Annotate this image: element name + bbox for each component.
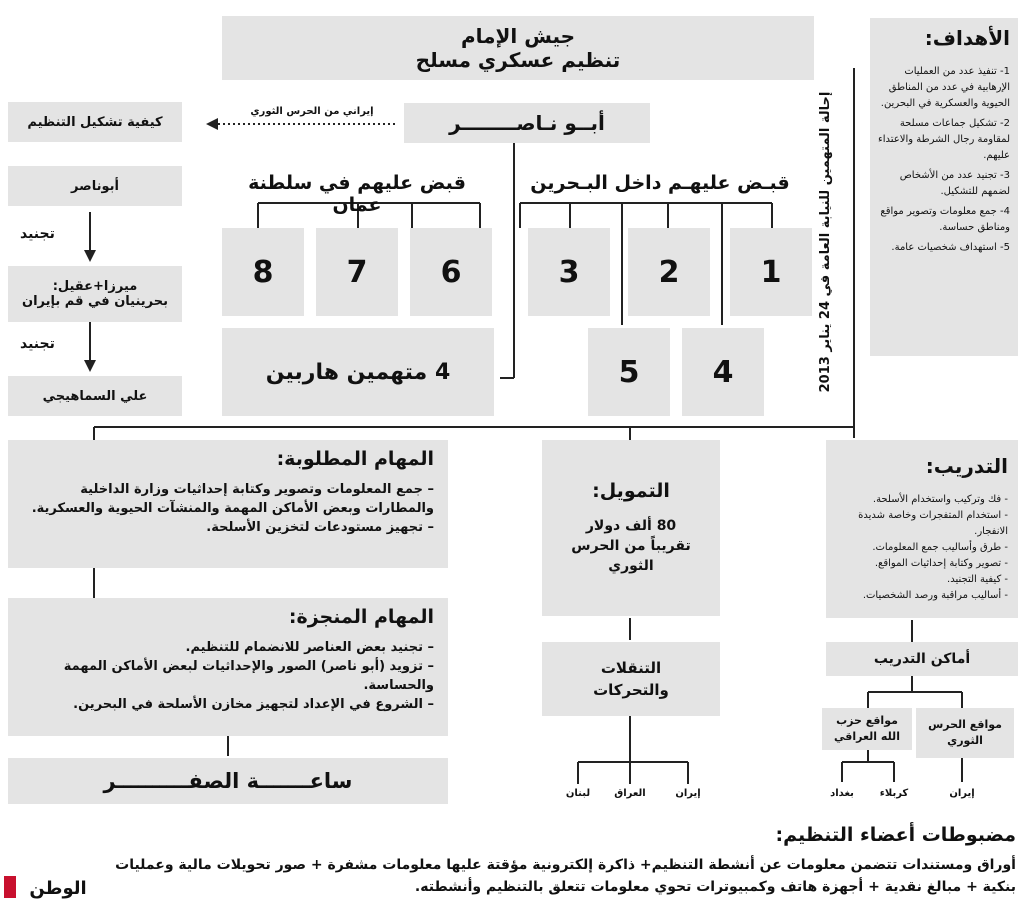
training-item: - طرق وأساليب جمع المعلومات. — [872, 542, 1008, 553]
funding-box — [542, 440, 720, 616]
training-site-hezbollah-iraq — [822, 708, 912, 750]
required-tasks-title: المهام المطلوبة: — [276, 448, 434, 470]
training-site-text: مواقع حزب الله العراقي — [834, 714, 900, 743]
goals-title: الأهداف: — [924, 26, 1010, 50]
fugitives-text: 4 متهمين هاربين — [265, 359, 451, 385]
goal-item: 4- جمع معلومات وتصوير مواقع ومناطق حساسة. — [880, 206, 1010, 233]
completed-tasks-title: المهام المنجزة: — [288, 606, 434, 628]
training-item: - كيفية التجنيد. — [947, 574, 1008, 585]
funding-title: التمويل: — [592, 480, 670, 502]
member-number: 4 — [712, 354, 734, 390]
seized-text: أوراق ومستندات تتضمن معلومات عن أنشطة التنظيم+ ذاكرة إلكترونية مؤقتة عليها معلومات مشفرة + صور تحويلات مالية وعمليات بنكية + مبالغ نقدية + أجهزة هاتف وكمبيوترات تحوي معلومات تتعلق بالتنظيم وأنشطته. — [115, 857, 1016, 895]
training-item: - أساليب مراقبة ورصد الشخصيات. — [862, 590, 1008, 601]
formation-step-text: علي السماهيجي — [42, 388, 148, 404]
movements-title: التنقلات والتحركات — [593, 659, 669, 699]
completed-task-item: – تجنيد بعض العناصر للانضمام للتنظيم. — [185, 640, 434, 655]
arrested-oman-label: قبض عليهم في سلطنة عمان — [248, 172, 466, 216]
formation-step-samahiji — [8, 376, 182, 416]
formation-step-text: بحرينيان في قم بإيران — [21, 294, 169, 309]
movement-place-iraq: العراق — [614, 788, 646, 799]
logo-red-mark — [4, 876, 16, 898]
training-location-iran: إيران — [949, 788, 975, 799]
title-line1: جيش الإمام — [460, 24, 576, 48]
goal-item: 2- تشكيل جماعات مسلحة لمقاومة رجال الشرطة والاعتداء عليهم. — [878, 118, 1010, 161]
training-places-title: أماكن التدريب — [873, 651, 971, 667]
member-number: 1 — [760, 254, 782, 290]
completed-task-item: – الشروع في الإعداد لتجهيز مخازن الأسلحة في البحرين. — [73, 697, 434, 712]
formation-step-mirza-aqeel — [8, 266, 182, 322]
required-task-item: – تجهيز مستودعات لتخزين الأسلحة. — [206, 520, 434, 535]
training-box — [826, 440, 1018, 618]
leader-name: أبــو نـاصــــــــر — [449, 111, 605, 135]
recruit-label-2: تجنيد — [20, 336, 55, 352]
title-line2: تنظيم عسكري مسلح — [415, 48, 621, 72]
leader-box — [404, 103, 650, 143]
member-box-7 — [316, 228, 398, 316]
required-tasks-box — [8, 440, 448, 568]
goal-item: 3- تجنيد عدد من الأشخاص لضمهم للتشكيل. — [899, 170, 1010, 197]
formation-step-text: أبوناصر — [71, 178, 119, 194]
completed-tasks-box — [8, 598, 448, 736]
training-site-revolutionary-guard — [916, 708, 1014, 758]
alwatan-logo — [4, 872, 100, 902]
formation-step-abunasser — [8, 166, 182, 206]
funding-text: 80 ألف دولار تقريباً من الحرس الثوري — [571, 518, 691, 574]
member-number: 5 — [618, 354, 640, 390]
referral-note: إحالة المتهمين للنيابة العامة في 24 يناير 2013 — [818, 72, 838, 412]
training-title: التدريب: — [925, 454, 1008, 478]
goals-box — [870, 18, 1018, 356]
training-item: - فك وتركيب واستخدام الأسلحة. — [872, 494, 1008, 505]
seized-title: مضبوطات أعضاء التنظيم: — [775, 824, 1016, 846]
training-item: - تصوير وكتابة إحداثيات المواقع. — [874, 558, 1008, 569]
zero-hour-box — [8, 758, 448, 804]
member-number: 6 — [440, 254, 462, 290]
training-site-text: مواقع الحرس الثوري — [928, 718, 1002, 747]
member-number: 7 — [346, 254, 368, 290]
completed-task-item: – تزويد (أبو ناصر) الصور والإحداثيات لبعض الأماكن المهمة والحساسة. — [63, 659, 434, 693]
formation-step-text: ميرزا+عقيل: — [52, 279, 138, 294]
member-number: 8 — [252, 254, 274, 290]
title-box — [222, 16, 814, 80]
arrested-bahrain-label: قبـض عليهـم داخل البـحرين — [530, 172, 790, 194]
recruit-label-1: تجنيد — [20, 226, 55, 242]
required-task-item: – جمع المعلومات وتصوير وكتابة إحداثيات وزارة الداخلية والمطارات وبعض الأماكن المهمة والمنشآت الحيوية والعسكرية. — [31, 482, 434, 516]
goal-item: 5- استهداف شخصيات عامة. — [891, 242, 1010, 253]
member-box-2 — [628, 228, 710, 316]
goal-item: 1- تنفيذ عدد من العمليات الإرهابية في عدد من المناطق الحيوية والعسكرية في البحرين. — [880, 66, 1010, 109]
member-box-4 — [682, 328, 764, 416]
training-places-box — [826, 642, 1018, 676]
training-item: - استخدام المتفجرات وخاصة شديدة الانفجار. — [858, 510, 1008, 537]
zero-hour-text: ساعـــــــة الصفــــــــــر — [103, 769, 353, 793]
leader-note: إيراني من الحرس الثوري — [250, 106, 374, 117]
member-number: 2 — [658, 254, 680, 290]
member-box-3 — [528, 228, 610, 316]
member-box-1 — [730, 228, 812, 316]
formation-title-box — [8, 102, 182, 142]
formation-title: كيفية تشكيل التنظيم — [27, 114, 163, 130]
training-location-baghdad: بغداد — [830, 788, 854, 799]
movement-place-iran: إيران — [675, 788, 701, 799]
logo-text: الوطن — [29, 878, 87, 899]
member-number: 3 — [558, 254, 580, 290]
movement-place-lebanon: لبنان — [565, 788, 591, 799]
movements-box — [542, 642, 720, 716]
fugitives-box — [222, 328, 494, 416]
member-box-8 — [222, 228, 304, 316]
training-location-karbala: كربلاء — [879, 788, 909, 799]
member-box-6 — [410, 228, 492, 316]
member-box-5 — [588, 328, 670, 416]
